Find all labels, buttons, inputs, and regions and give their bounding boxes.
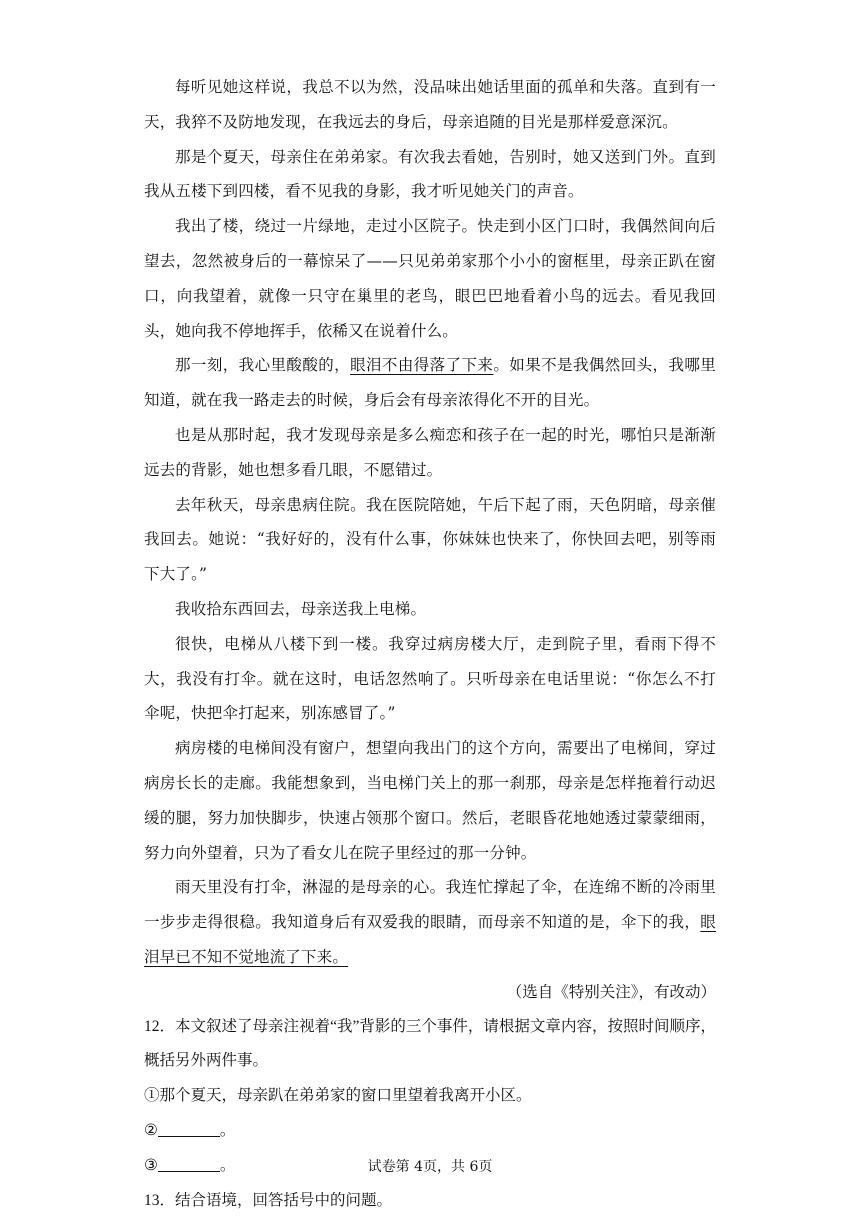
item-2-end: 。: [220, 1122, 236, 1139]
paragraph-2: 那是个夏天，母亲住在弟弟家。有次我去看她，告别时，她又送到门外。直到我从五楼下到四楼，看不见我的身影，我才听见她关门的声音。: [144, 140, 716, 210]
paragraph-5: 也是从那时起，我才发现母亲是多么痴恋和孩子在一起的时光，哪怕只是渐渐远去的背影，她也想多看几眼，不愿错过。: [144, 418, 716, 488]
item-2-label: ②: [144, 1122, 158, 1139]
question-13: 13．结合语境，回答括号中的问题。: [144, 1184, 716, 1218]
paragraph-10-text-a: 雨天里没有打伞，淋湿的是母亲的心。我连忙撑起了伞，在连绵不断的冷雨里一步步走得很稳。我知道身后有双爱我的眼睛，而母亲不知道的是，伞下的我，: [144, 878, 716, 931]
paragraph-9: 病房楼的电梯间没有窗户，想望向我出门的这个方向，需要出了电梯间，穿过病房长长的走廊。我能想象到，当电梯门关上的那一刹那，母亲是怎样拖着行动迟缓的腿，努力加快脚步，快速占领那个窗口。然后，老眼昏花地她透过蒙蒙细雨，努力向外望着，只为了看女儿在院子里经过的那一分钟。: [144, 731, 716, 870]
answer-blank-2[interactable]: [158, 1118, 220, 1137]
question-12: 12．本文叙述了母亲注视着“我”背影的三个事件，请根据文章内容，按照时间顺序，概括另外两件事。: [144, 1010, 716, 1080]
paragraph-7: 我收拾东西回去，母亲送我上电梯。: [144, 592, 716, 627]
item-3-end: 。: [220, 1157, 236, 1174]
question-12-item-2: [144, 1114, 716, 1149]
page-footer: 试卷第 4页，共 6页: [0, 1156, 860, 1176]
paragraph-4-text-a: 那一刻，我心里酸酸的，: [175, 356, 350, 374]
exam-page: [144, 70, 716, 1218]
paragraph-10: [144, 870, 716, 974]
paragraph-8: 很快，电梯从八楼下到一楼。我穿过病房楼大厅，走到院子里，看雨下得不大，我没有打伞。就在这时，电话忽然响了。只听母亲在电话里说：“你怎么不打伞呢，快把伞打起来，别冻感冒了。”: [144, 627, 716, 731]
paragraph-4: [144, 348, 716, 418]
paragraph-3: 我出了楼，绕过一片绿地，走过小区院子。快走到小区门口时，我偶然间向后望去，忽然被身后的一幕惊呆了——只见弟弟家那个小小的窗框里，母亲正趴在窗口，向我望着，就像一只守在巢里的老鸟，眼巴巴地看着小鸟的远去。看见我回头，她向我不停地挥手，依稀又在说着什么。: [144, 209, 716, 348]
underlined-sentence-1: 眼泪不由得落了下来: [350, 356, 493, 374]
question-12-item-1: ①那个夏天，母亲趴在弟弟家的窗口里望着我离开小区。: [144, 1079, 716, 1114]
paragraph-1: 每听见她这样说，我总不以为然，没品味出她话里面的孤单和失落。直到有一天，我猝不及防地发现，在我远去的身后，母亲追随的目光是那样爱意深沉。: [144, 70, 716, 140]
source-citation: （选自《特别关注》，有改动）: [144, 975, 716, 1010]
paragraph-6: 去年秋天，母亲患病住院。我在医院陪她，午后下起了雨，天色阴暗，母亲催我回去。她说：“我好好的，没有什么事，你妹妹也快来了，你快回去吧，别等雨下大了。”: [144, 488, 716, 592]
paragraph-4-text-b: 。如果不是我偶然回头，我哪里知道，就在我一路走去的时候，身后会有母亲浓得化不开的目光。: [144, 356, 716, 409]
item-3-label: ③: [144, 1157, 158, 1174]
underlined-sentence-2: 眼泪早已不知不觉地流了下来。: [144, 913, 716, 966]
